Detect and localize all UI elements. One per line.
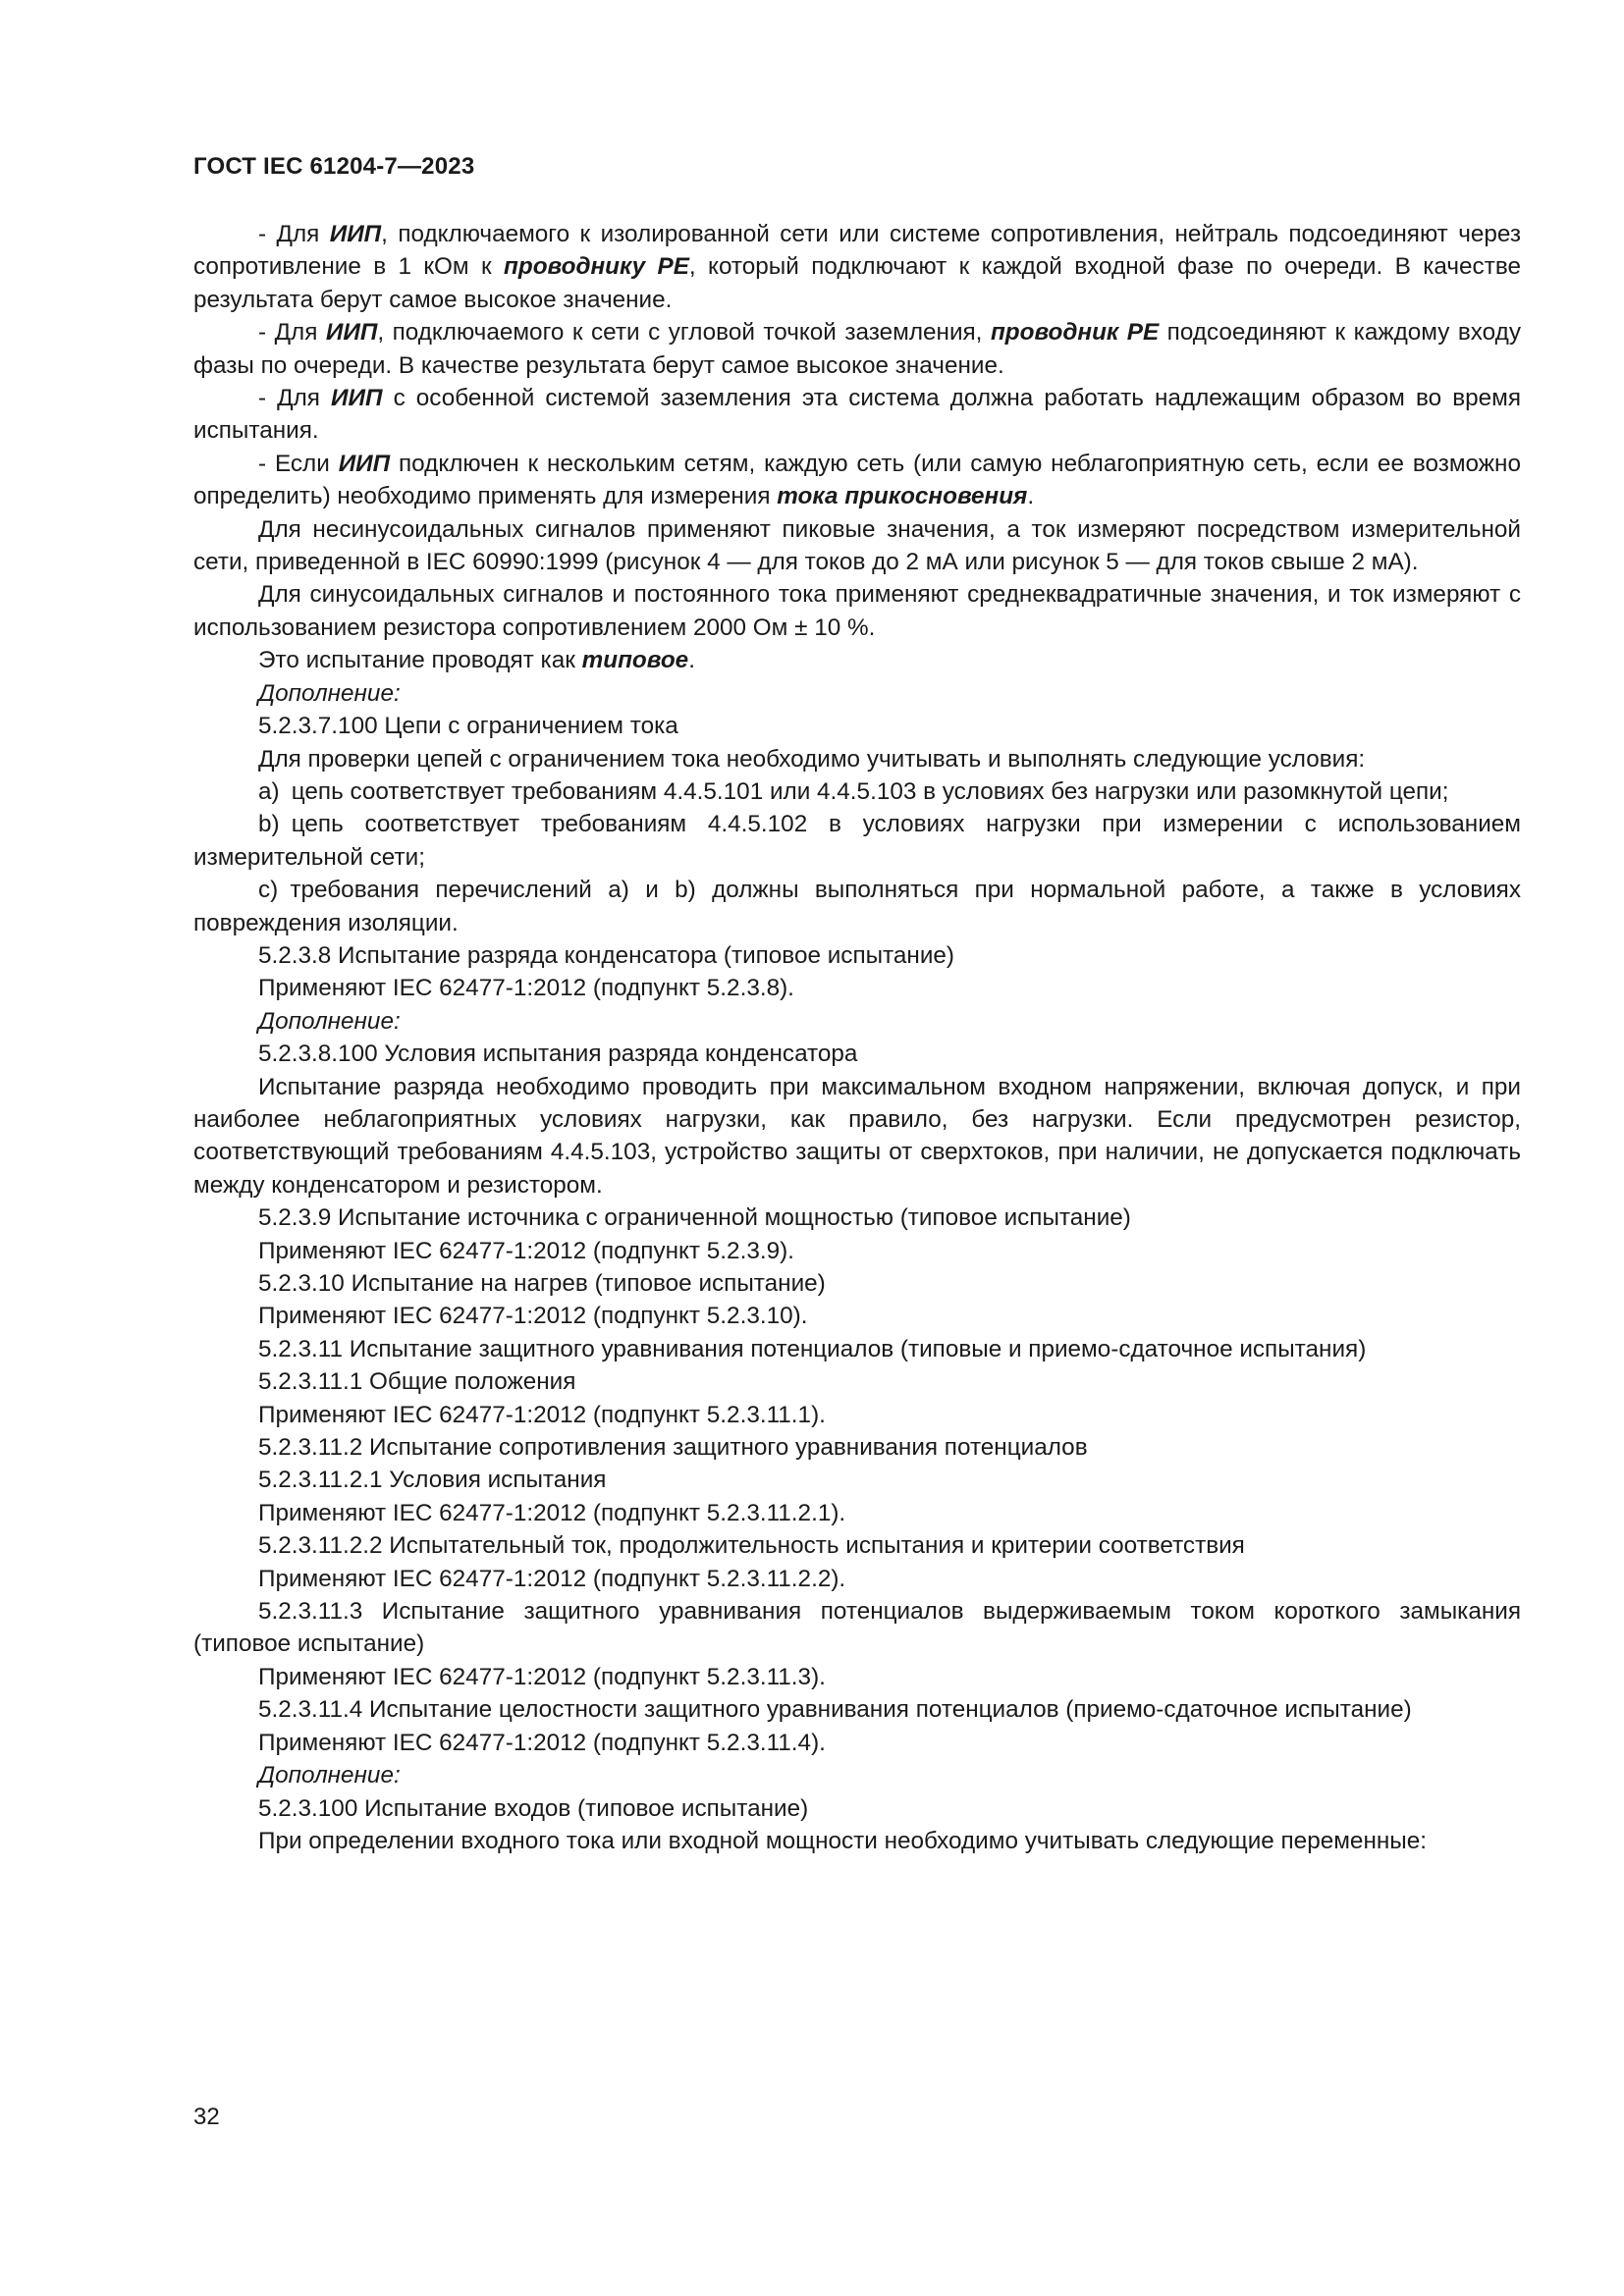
reference-line: Применяют IEC 62477-1:2012 (подпункт 5.2.3.11.2.2). [258, 1565, 846, 1592]
section-heading: 5.2.3.11 Испытание защитного уравнивания потенциалов (типовые и приемо-сдаточное испытания) [258, 1335, 1367, 1362]
list-item-c: c) требования перечислений a) и b) должны выполняться при нормальной работе, а также в условиях повреждения изоляции. [193, 877, 1521, 936]
paragraph-type-test: Это испытание проводят как типовое. [258, 647, 695, 674]
reference-line: Применяют IEC 62477-1:2012 (подпункт 5.2.3.10). [258, 1303, 808, 1330]
paragraph-non-sinusoidal: Для несинусоидальных сигналов применяют пиковые значения, а ток измеряют посредством измерительной сети, приведенной в IEC 60990:1999 (рисунок 4 — для токов до 2 мА или рисунок 5 — для токов свыше 2 мА). [193, 515, 1521, 576]
list-item-a: a) цепь соответствует требованиям 4.4.5.101 или 4.4.5.103 в условиях без нагрузки или разомкнутой цепи; [258, 777, 1449, 805]
paragraph-sinusoidal: Для синусоидальных сигналов и постоянного тока применяют среднеквадратичные значения, и ток измеряют с использованием резистора сопротивлением 2000 Ом ± 10 %. [193, 581, 1521, 641]
list-item-b: b) цепь соответствует требованиям 4.4.5.102 в условиях нагрузки при измерении с использованием измерительной сети; [193, 811, 1521, 871]
paragraph-current-limited-circuits: Для проверки цепей с ограничением тока необходимо учитывать и выполнять следующие условия: [258, 745, 1366, 773]
reference-line: Применяют IEC 62477-1:2012 (подпункт 5.2.3.8). [258, 975, 794, 1002]
document-header: ГОСТ IEC 61204-7—2023 [193, 153, 475, 180]
term-touch-current: тока прикосновения [777, 483, 1028, 510]
paragraph-corner-earthed-network: - Для ИИП, подключаемого к сети с угловой точкой заземления, проводник PE подсоединяют к каждому входу фазы по очереди. В качестве результата берут самое высокое значение. [193, 319, 1521, 379]
term-type-test: типовое [581, 647, 689, 674]
paragraph-input-test: При определении входного тока или входной мощности необходимо учитывать следующие переменные: [258, 1827, 1428, 1854]
addendum-label: Дополнение: [258, 1762, 401, 1789]
paragraph-multiple-networks: - Если ИИП подключен к нескольким сетям, каждую сеть (или самую неблагоприятную сеть, если ее возможно определить) необходимо применять для измерения тока прикосновения. [193, 450, 1521, 510]
addendum-label: Дополнение: [258, 1007, 401, 1035]
section-heading: 5.2.3.11.4 Испытание целостности защитного уравнивания потенциалов (приемо-сдаточное испытание) [258, 1696, 1412, 1724]
term-iip: ИИП [338, 450, 391, 477]
section-heading: 5.2.3.9 Испытание источника с ограниченной мощностью (типовое испытание) [258, 1204, 1131, 1232]
section-heading: 5.2.3.8 Испытание разряда конденсатора (типовое испытание) [258, 941, 955, 969]
addendum-label: Дополнение: [258, 679, 401, 707]
reference-line: Применяют IEC 62477-1:2012 (подпункт 5.2.3.11.3). [258, 1663, 826, 1690]
term-iip: ИИП [331, 385, 383, 412]
term-pe-conductor: проводник PE [990, 319, 1160, 347]
section-heading: 5.2.3.11.2 Испытание сопротивления защитного уравнивания потенциалов [258, 1434, 1088, 1462]
document-body [193, 218, 1521, 1857]
reference-line: Применяют IEC 62477-1:2012 (подпункт 5.2.3.11.4). [258, 1729, 826, 1756]
section-heading: 5.2.3.11.2.1 Условия испытания [258, 1467, 607, 1494]
section-heading: 5.2.3.10 Испытание на нагрев (типовое испытание) [258, 1270, 826, 1297]
reference-line: Применяют IEC 62477-1:2012 (подпункт 5.2.3.11.2.1). [258, 1499, 846, 1526]
section-heading: 5.2.3.11.3 Испытание защитного уравнивания потенциалов выдерживаемым током короткого замыкания (типовое испытание) [193, 1598, 1521, 1658]
section-heading: 5.2.3.11.2.2 Испытательный ток, продолжительность испытания и критерии соответствия [258, 1532, 1245, 1560]
reference-line: Применяют IEC 62477-1:2012 (подпункт 5.2.3.9). [258, 1237, 794, 1264]
section-heading: 5.2.3.100 Испытание входов (типовое испытание) [258, 1794, 809, 1822]
term-iip: ИИП [329, 221, 382, 247]
paragraph-special-earthing: - Для ИИП с особенной системой заземления эта система должна работать надлежащим образом во время испытания. [193, 385, 1521, 445]
section-heading: 5.2.3.7.100 Цепи с ограничением тока [258, 713, 678, 740]
paragraph-capacitor-discharge: Испытание разряда необходимо проводить при максимальном входном напряжении, включая допуск, и при наиболее неблагоприятных условиях нагрузки, как правило, без нагрузки. Если предусмотрен резистор, соответствующий требованиям 4.4.5.103, устройство защиты от сверхтоков, при наличии, не допускается подключать между конденсатором и резистором. [193, 1073, 1521, 1199]
section-heading: 5.2.3.11.1 Общие положения [258, 1368, 576, 1396]
section-heading: 5.2.3.8.100 Условия испытания разряда конденсатора [258, 1041, 858, 1068]
term-iip: ИИП [325, 319, 378, 347]
term-pe-conductor: проводнику PE [504, 253, 689, 281]
page-number: 32 [193, 2104, 220, 2130]
paragraph-isolated-network: - Для ИИП, подключаемого к изолированной сети или системе сопротивления, нейтраль подсоединяют через сопротивление в 1 кОм к проводнику PE, который подключают к каждой входной фазе по очереди. В качестве результата берут самое высокое значение. [193, 221, 1521, 313]
reference-line: Применяют IEC 62477-1:2012 (подпункт 5.2.3.11.1). [258, 1401, 826, 1428]
